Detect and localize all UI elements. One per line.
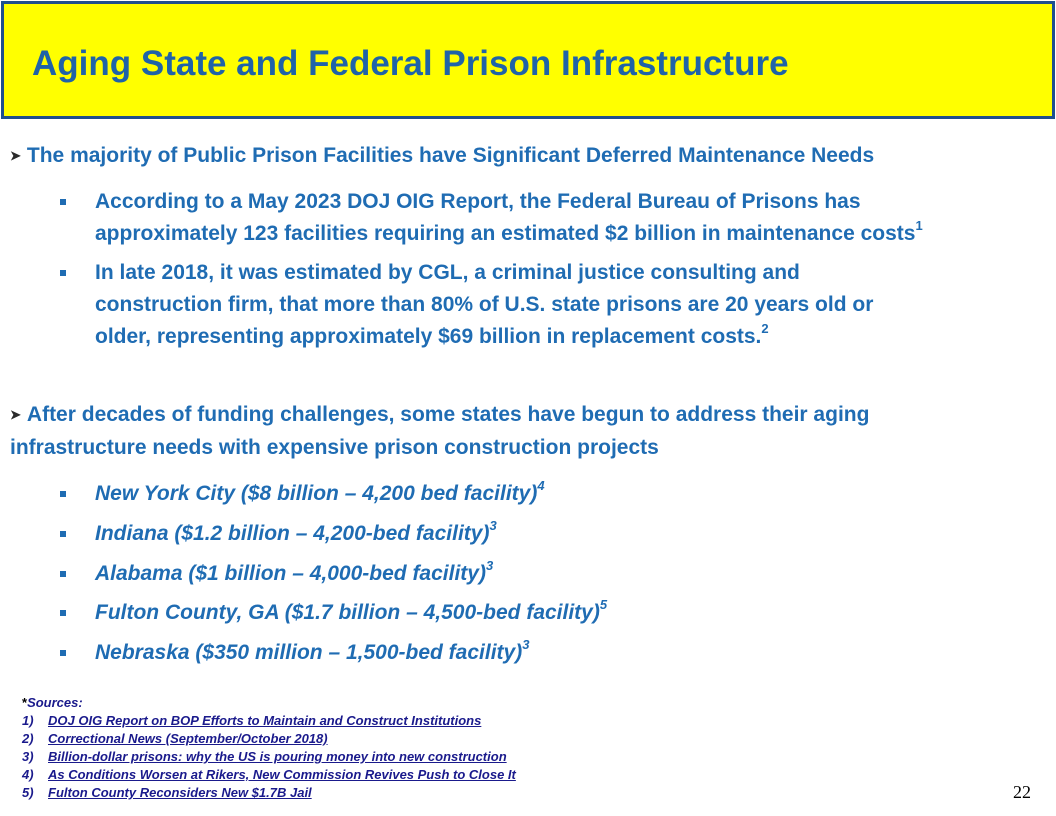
arrow-bullet-icon: ➤ <box>10 407 21 422</box>
page-number: 22 <box>1013 782 1031 802</box>
source-item: 1) DOJ OIG Report on BOP Efforts to Maintain and Construct Institutions <box>22 713 482 728</box>
square-bullet-icon <box>60 650 66 656</box>
footnote-ref: 5 <box>599 597 608 612</box>
source-link-2[interactable]: Correctional News (September/October 2018) <box>48 731 328 746</box>
source-item: 4) As Conditions Worsen at Rikers, New Commission Revives Push to Close It <box>22 767 516 782</box>
square-bullet-icon <box>60 491 66 497</box>
project-item-2: Indiana ($1.2 billion – 4,200-bed facility)$^3$ <box>95 518 497 550</box>
footnote-ref: 1 <box>915 218 923 233</box>
section1-heading: ➤ The majority of Public Prison Facilities have Significant Deferred Maintenance Needs <box>10 144 875 167</box>
square-bullet-icon <box>60 571 66 577</box>
source-link-5[interactable]: Fulton County Reconsiders New $1.7B Jail <box>48 785 312 800</box>
source-item: 5) Fulton County Reconsiders New $1.7B Jail <box>22 785 312 800</box>
sources-heading: *Sources: <box>22 695 83 710</box>
sources <box>22 694 516 802</box>
section2-heading: ➤ After decades of funding challenges, some states have begun to address their aging infrastructure needs with expensive prison construction projects <box>10 403 870 459</box>
section1-item-1: According to a May 2023 DOJ OIG Report, the Federal Bureau of Prisons has approximately 123 facilities requiring an estimated $2 billion in maintenance costs$^1$ <box>95 186 923 250</box>
arrow-bullet-icon: ➤ <box>10 148 21 163</box>
square-bullet-icon <box>60 270 66 276</box>
source-link-1[interactable]: DOJ OIG Report on BOP Efforts to Maintain and Construct Institutions <box>48 713 482 728</box>
footnote-ref: 4 <box>537 478 545 493</box>
project-item-1: New York City ($8 billion – 4,200 bed facility)$^4$ <box>95 478 545 510</box>
footnote-ref: 3 <box>522 637 530 652</box>
square-bullet-icon <box>60 531 66 537</box>
source-item: 3) Billion-dollar prisons: why the US is pouring money into new construction <box>22 749 507 764</box>
footnote-ref: 3 <box>485 558 494 573</box>
source-item: 2) Correctional News (September/October 2018) <box>22 731 328 746</box>
section1-item-2: In late 2018, it was estimated by CGL, a criminal justice consulting and construction firm, that more than 80% of U.S. state prisons are 20 years old or older, representing approximately $69 billion in replacement costs.$^2$ <box>95 257 873 353</box>
square-bullet-icon <box>60 199 66 205</box>
project-item-5: Nebraska ($350 million – 1,500-bed facility)$^3$ <box>95 637 529 669</box>
page-title: Aging State and Federal Prison Infrastructure <box>32 44 789 83</box>
project-item-3: Alabama ($1 billion – 4,000-bed facility)$^3$ <box>95 558 493 590</box>
project-item-4: Fulton County, GA ($1.7 billion – 4,500-bed facility)$^5$ <box>95 597 607 629</box>
source-link-3[interactable]: Billion-dollar prisons: why the US is pouring money into new construction <box>48 749 507 764</box>
footnote-ref: 3 <box>489 518 497 533</box>
source-link-4[interactable]: As Conditions Worsen at Rikers, New Commission Revives Push to Close It <box>48 767 516 782</box>
square-bullet-icon <box>60 610 66 616</box>
footnote-ref: 2 <box>761 321 769 336</box>
